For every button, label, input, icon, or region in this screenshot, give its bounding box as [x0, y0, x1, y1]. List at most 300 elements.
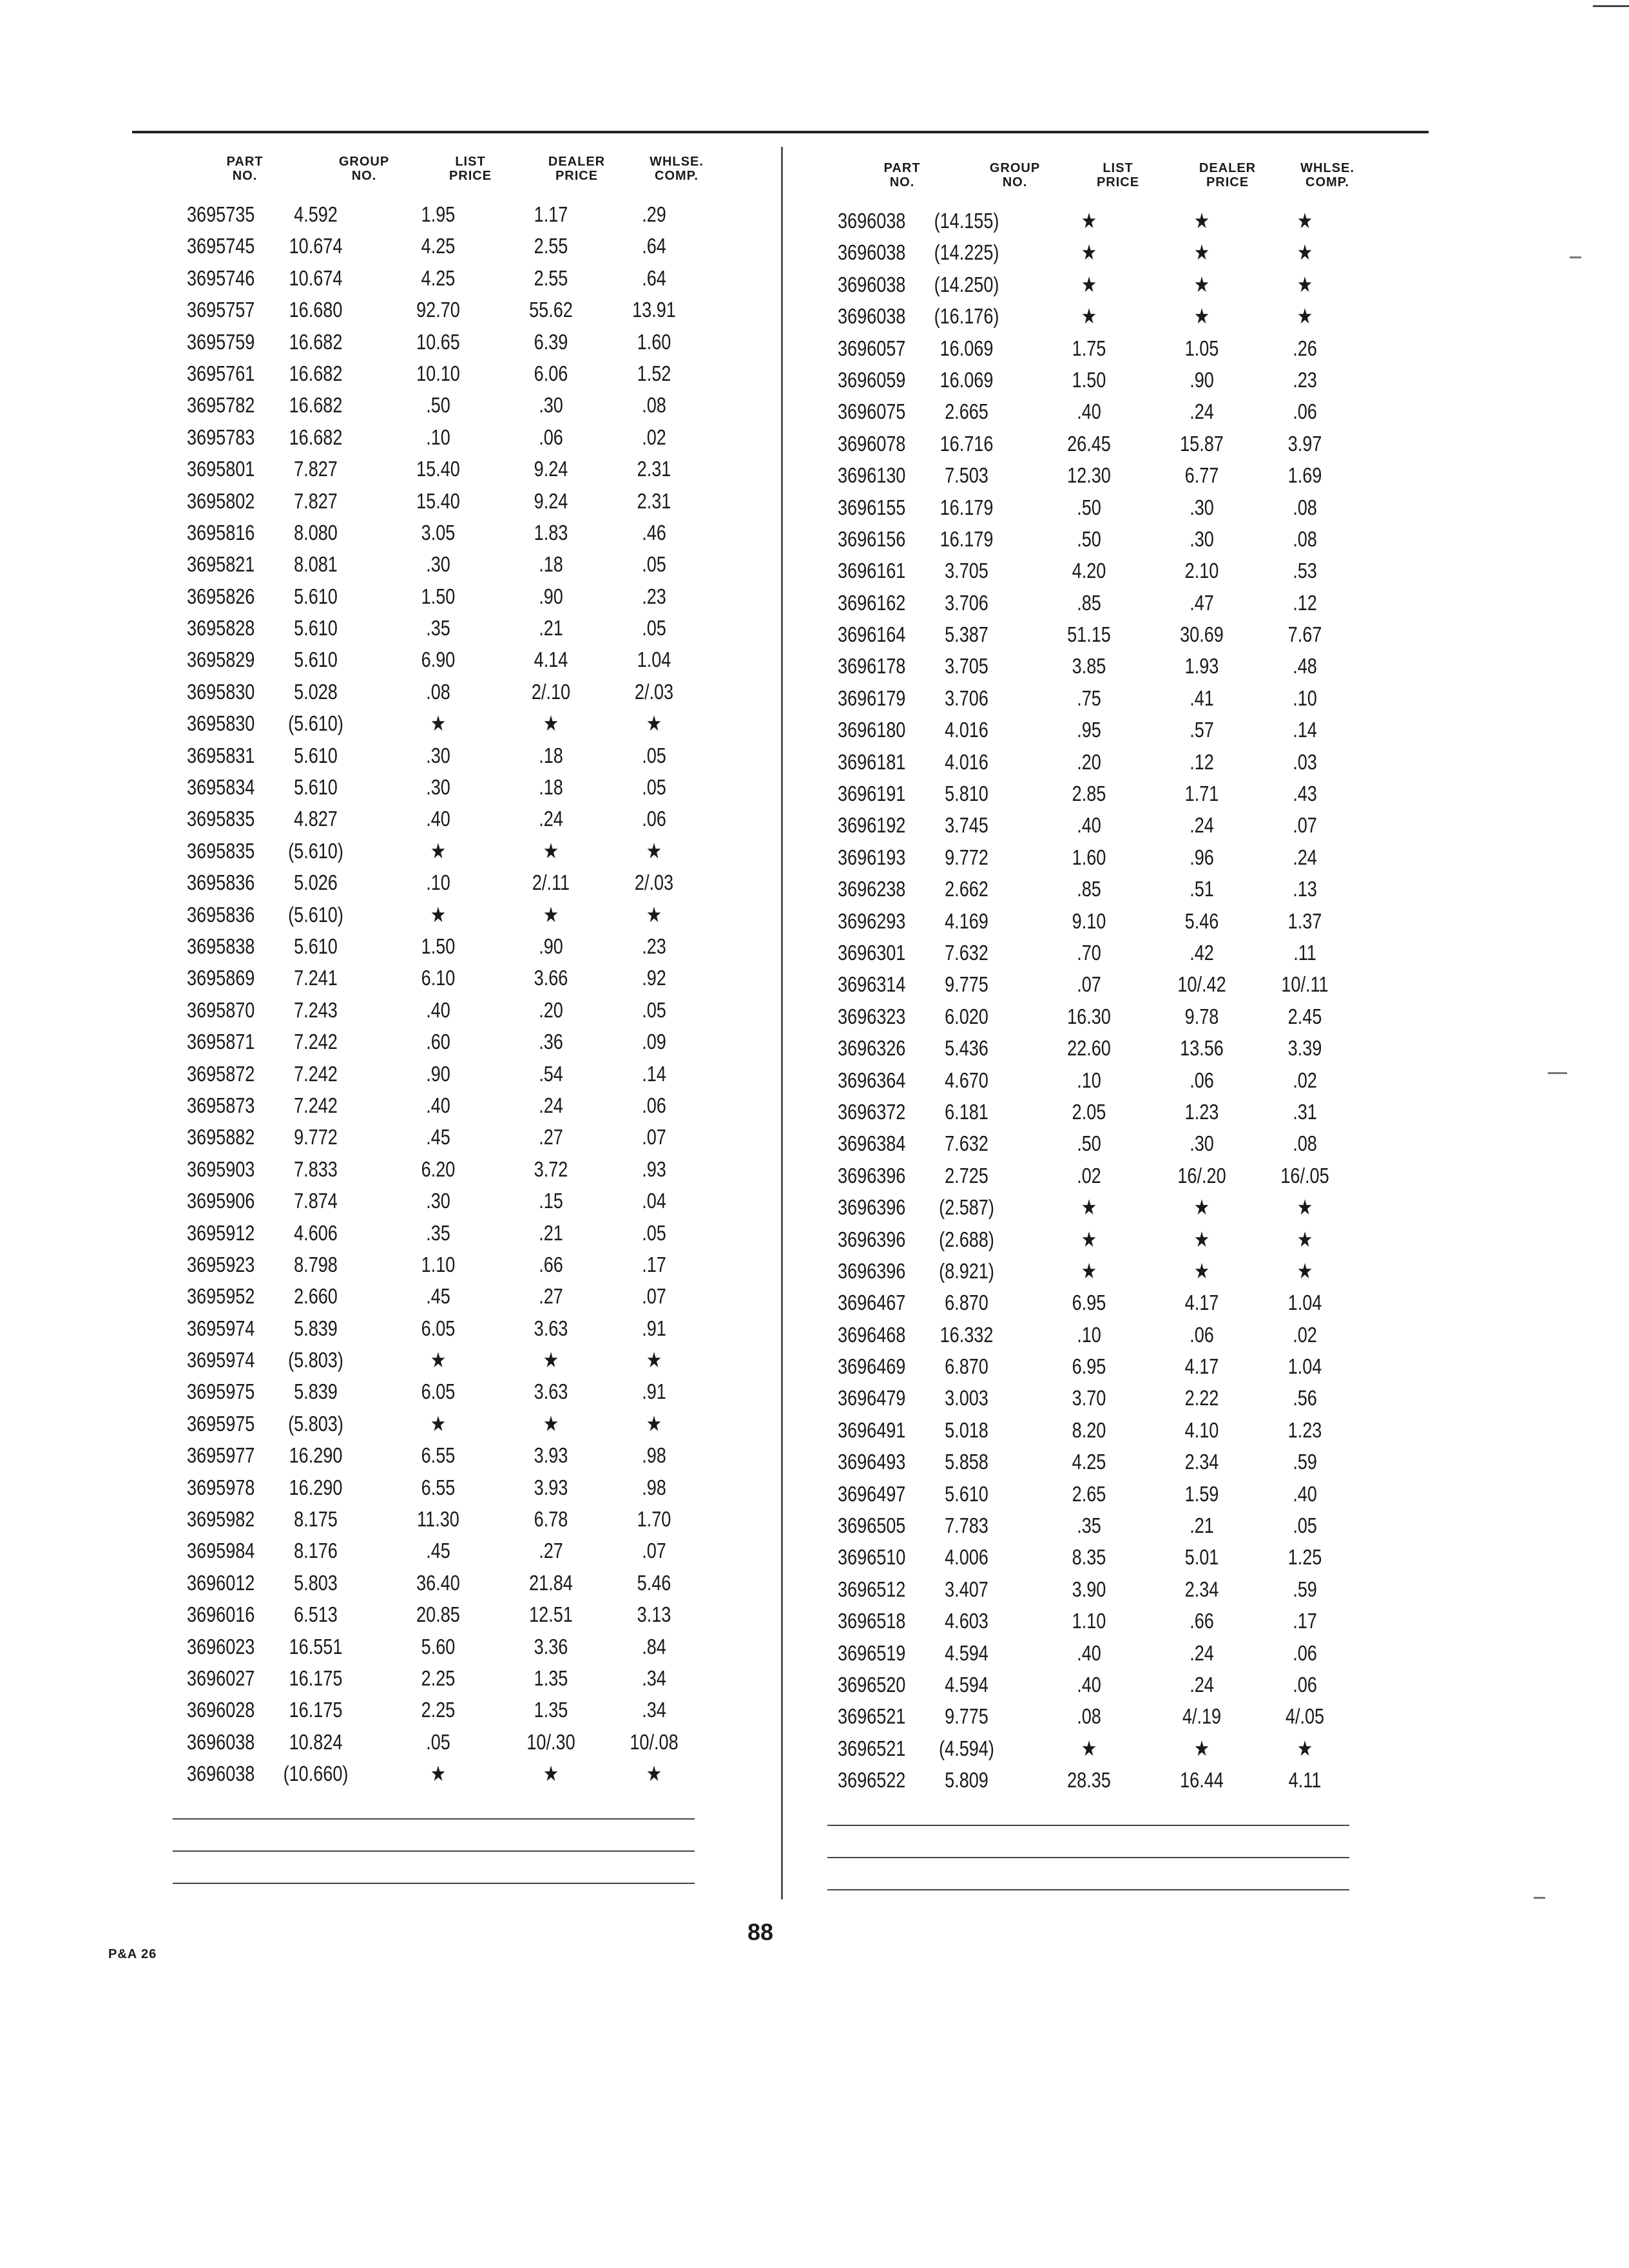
list-price-cell: .40	[426, 997, 450, 1022]
group-no-cell: 16.069	[940, 367, 994, 392]
list-price-cell: .07	[1077, 972, 1101, 997]
whlse-comp-cell: 2.31	[637, 488, 671, 513]
blank-line	[173, 1818, 695, 1820]
group-no-cell: 16.175	[289, 1666, 343, 1690]
list-price-cell: 10.10	[416, 361, 460, 385]
part-no-cell: 3696396	[838, 1258, 906, 1283]
dealer-price-cell: .30	[1190, 526, 1214, 551]
whlse-comp-cell: .08	[1293, 495, 1317, 519]
whlse-comp-cell: 1.52	[637, 361, 671, 385]
list-price-cell: ★	[1081, 1227, 1097, 1251]
table-row	[838, 1733, 1366, 1764]
table-row	[838, 1064, 1366, 1096]
table-row	[838, 809, 1366, 841]
list-price-cell: 4.25	[421, 234, 456, 258]
list-price-cell: .10	[426, 425, 450, 449]
dealer-price-cell: 2.22	[1184, 1386, 1219, 1410]
dealer-price-cell: 4.14	[534, 648, 568, 672]
group-no-cell: 5.858	[945, 1450, 988, 1474]
list-price-cell: ★	[430, 711, 447, 736]
dealer-price-cell: 3.93	[534, 1443, 568, 1468]
dealer-price-cell: .41	[1190, 686, 1214, 710]
dealer-price-cell: .66	[539, 1252, 563, 1276]
header-whlse-comp: WHLSE. COMP.	[1300, 161, 1354, 189]
part-no-cell: 3695816	[187, 520, 255, 544]
group-no-cell: 5.018	[945, 1418, 988, 1442]
group-no-cell: 7.242	[294, 1093, 338, 1117]
dealer-price-cell: .18	[539, 552, 563, 577]
list-price-cell: .40	[426, 1093, 450, 1117]
table-row	[838, 236, 1366, 268]
part-no-cell: 3695821	[187, 552, 255, 577]
whlse-comp-cell: .29	[642, 202, 666, 226]
dealer-price-cell: 1.17	[534, 202, 568, 226]
group-no-cell: 4.603	[945, 1609, 988, 1633]
part-no-cell: 3696028	[187, 1698, 255, 1722]
list-price-cell: 28.35	[1067, 1768, 1111, 1792]
group-no-cell: 7.242	[294, 1061, 338, 1086]
whlse-comp-cell: .34	[642, 1698, 666, 1722]
whlse-comp-cell: .06	[642, 807, 666, 831]
part-no-cell: 3696078	[838, 431, 906, 456]
dealer-price-cell: .21	[539, 1220, 563, 1245]
dealer-price-cell: .90	[539, 584, 563, 608]
table-row	[187, 548, 715, 580]
dealer-price-cell: 4/.19	[1182, 1704, 1222, 1729]
part-no-cell: 3696468	[838, 1322, 906, 1347]
list-price-cell: .35	[426, 616, 450, 640]
part-no-cell: 3695829	[187, 648, 255, 672]
dealer-price-cell: .27	[539, 1284, 563, 1309]
part-no-cell: 3696038	[187, 1729, 255, 1754]
group-no-cell: 4.594	[945, 1672, 988, 1696]
list-price-cell: ★	[430, 1348, 447, 1372]
whlse-comp-cell: .05	[1293, 1514, 1317, 1538]
group-no-cell: 9.775	[945, 972, 988, 997]
part-no-cell: 3696497	[838, 1481, 906, 1506]
dealer-price-cell: ★	[1193, 1195, 1210, 1220]
list-price-cell: 20.85	[416, 1602, 460, 1627]
group-no-cell: (16.176)	[934, 304, 999, 329]
part-no-cell: 3695834	[187, 775, 255, 800]
group-no-cell: 5.610	[294, 616, 338, 640]
list-price-cell: 1.75	[1072, 336, 1106, 360]
part-no-cell: 3696038	[838, 304, 906, 329]
whlse-comp-cell: 1.04	[637, 648, 671, 672]
whlse-comp-cell: .91	[642, 1379, 666, 1404]
part-no-cell: 3696178	[838, 654, 906, 678]
group-no-cell: 4.169	[945, 908, 988, 933]
part-no-cell: 3695903	[187, 1157, 255, 1181]
part-no-cell: 3696012	[187, 1570, 255, 1595]
group-no-cell: 16.069	[940, 336, 994, 360]
group-no-cell: 10.674	[289, 234, 343, 258]
part-no-cell: 3696023	[187, 1634, 255, 1658]
part-no-cell: 3695836	[187, 902, 255, 927]
dealer-price-cell: 55.62	[529, 298, 573, 322]
whlse-comp-cell: 10/.08	[630, 1729, 679, 1754]
list-price-cell: .70	[1077, 940, 1101, 965]
group-no-cell: (2.688)	[939, 1227, 994, 1251]
group-no-cell: (10.660)	[283, 1762, 349, 1786]
dealer-price-cell: ★	[1193, 1227, 1210, 1251]
group-no-cell: 9.772	[294, 1125, 338, 1149]
dealer-price-cell: .06	[539, 425, 563, 449]
part-no-cell: 3695782	[187, 393, 255, 418]
header-group-no: GROUP NO.	[338, 155, 390, 183]
table-row	[838, 1700, 1366, 1732]
list-price-cell: 3.85	[1072, 654, 1106, 678]
part-no-cell: 3695735	[187, 202, 255, 226]
list-price-cell: 5.60	[421, 1634, 456, 1658]
group-no-cell: 4.594	[945, 1640, 988, 1665]
group-no-cell: 16.175	[289, 1698, 343, 1722]
table-row	[187, 1376, 715, 1407]
whlse-comp-cell: .98	[642, 1443, 666, 1468]
part-no-cell: 3695975	[187, 1379, 255, 1404]
whlse-comp-cell: .13	[1293, 877, 1317, 901]
list-price-cell: .50	[426, 393, 450, 418]
table-row	[838, 1764, 1366, 1796]
whlse-comp-cell: .02	[1293, 1068, 1317, 1092]
column-divider	[781, 147, 783, 1899]
whlse-comp-cell: ★	[1296, 1736, 1313, 1760]
whlse-comp-cell: .98	[642, 1475, 666, 1499]
list-price-cell: .45	[426, 1125, 450, 1149]
list-price-cell: .85	[1077, 877, 1101, 901]
whlse-comp-cell: 3.97	[1287, 431, 1322, 456]
group-no-cell: (5.803)	[288, 1411, 343, 1436]
whlse-comp-cell: .23	[642, 934, 666, 958]
part-no-cell: 3696518	[838, 1609, 906, 1633]
part-no-cell: 3696364	[838, 1068, 906, 1092]
list-price-cell: ★	[430, 838, 447, 863]
part-no-cell: 3696161	[838, 559, 906, 583]
table-row	[187, 1694, 715, 1725]
part-no-cell: 3695745	[187, 234, 255, 258]
table-row	[838, 1001, 1366, 1032]
part-no-cell: 3695835	[187, 807, 255, 831]
whlse-comp-cell: .08	[1293, 1131, 1317, 1156]
part-no-cell: 3696505	[838, 1514, 906, 1538]
part-no-cell: 3696521	[838, 1736, 906, 1760]
table-row	[187, 421, 715, 453]
dealer-price-cell: 2.10	[1184, 559, 1219, 583]
dealer-price-cell: 2/.10	[531, 679, 571, 704]
part-no-cell: 3695802	[187, 488, 255, 513]
dealer-price-cell: .96	[1190, 845, 1214, 869]
table-row	[838, 1382, 1366, 1414]
whlse-comp-cell: .53	[1293, 559, 1317, 583]
group-no-cell: 5.610	[294, 775, 338, 800]
whlse-comp-cell: 1.37	[1287, 908, 1322, 933]
blank-line	[827, 1857, 1349, 1858]
part-no-cell: 3696038	[838, 272, 906, 296]
list-price-cell: 22.60	[1067, 1036, 1111, 1061]
group-no-cell: 3.745	[945, 813, 988, 838]
list-price-cell: 2.05	[1072, 1099, 1106, 1124]
group-no-cell: 4.592	[294, 202, 338, 226]
table-row	[187, 581, 715, 612]
group-no-cell: 6.181	[945, 1099, 988, 1124]
table-row	[187, 803, 715, 834]
whlse-comp-cell: .07	[642, 1539, 666, 1563]
header-list-price: LIST PRICE	[448, 155, 492, 183]
group-no-cell: 2.660	[294, 1284, 338, 1309]
whlse-comp-cell: 1.04	[1287, 1291, 1322, 1315]
table-row	[187, 1217, 715, 1249]
group-no-cell: 3.705	[945, 654, 988, 678]
part-no-cell: 3695975	[187, 1411, 255, 1436]
whlse-comp-cell: .05	[642, 552, 666, 577]
dealer-price-cell: 9.78	[1184, 1004, 1219, 1028]
list-price-cell: 1.50	[421, 584, 456, 608]
whlse-comp-cell: 1.60	[637, 329, 671, 354]
list-price-cell: .90	[426, 1061, 450, 1086]
table-row	[187, 1662, 715, 1694]
dealer-price-cell: ★	[543, 1411, 559, 1436]
dealer-price-cell: 9.24	[534, 488, 568, 513]
table-row	[838, 937, 1366, 968]
dealer-price-cell: 6.77	[1184, 463, 1219, 488]
table-row	[187, 1312, 715, 1344]
part-no-cell: 3695761	[187, 361, 255, 385]
list-price-cell: ★	[1081, 272, 1097, 296]
whlse-comp-cell: 4.11	[1288, 1768, 1322, 1792]
part-no-cell: 3696191	[838, 782, 906, 806]
whlse-comp-cell: .40	[1293, 1481, 1317, 1506]
header-list-price: LIST PRICE	[1096, 161, 1140, 189]
table-row	[187, 1503, 715, 1535]
list-price-cell: 10.65	[416, 329, 460, 354]
part-no-cell: 3696512	[838, 1577, 906, 1601]
table-row	[838, 682, 1366, 714]
blank-line	[827, 1889, 1349, 1890]
dealer-price-cell: .57	[1190, 718, 1214, 742]
list-price-cell: .02	[1077, 1163, 1101, 1187]
blank-line	[173, 1883, 695, 1884]
table-row	[187, 707, 715, 739]
table-row	[187, 1153, 715, 1185]
dealer-price-cell: .06	[1190, 1322, 1214, 1347]
group-no-cell: (14.250)	[934, 272, 999, 296]
whlse-comp-cell: .05	[642, 743, 666, 767]
table-row	[187, 1631, 715, 1662]
dealer-price-cell: 10/.42	[1177, 972, 1226, 997]
list-price-cell: .45	[426, 1284, 450, 1309]
dealer-price-cell: .66	[1190, 1609, 1214, 1633]
whlse-comp-cell: 1.25	[1287, 1545, 1322, 1570]
dealer-price-cell: .36	[539, 1030, 563, 1054]
part-no-cell: 3696027	[187, 1666, 255, 1690]
group-no-cell: (2.587)	[939, 1195, 994, 1220]
group-no-cell: 16.682	[289, 329, 343, 354]
group-no-cell: 16.551	[289, 1634, 343, 1658]
part-no-cell: 3696510	[838, 1545, 906, 1570]
part-no-cell: 3695974	[187, 1348, 255, 1372]
list-price-cell: 1.95	[421, 202, 456, 226]
whlse-comp-cell: ★	[1296, 209, 1313, 233]
dealer-price-cell: .47	[1190, 590, 1214, 615]
whlse-comp-cell: .14	[642, 1061, 666, 1086]
part-no-cell: 3696520	[838, 1672, 906, 1696]
list-price-cell: 4.25	[421, 265, 456, 290]
list-price-cell: .40	[1077, 399, 1101, 424]
list-price-cell: ★	[430, 902, 447, 927]
dealer-price-cell: .90	[539, 934, 563, 958]
list-price-cell: 8.20	[1072, 1418, 1106, 1442]
table-row	[187, 389, 715, 421]
part-no-cell: 3696193	[838, 845, 906, 869]
dealer-price-cell: .51	[1190, 877, 1214, 901]
whlse-comp-cell: ★	[1296, 304, 1313, 329]
group-no-cell: 3.705	[945, 559, 988, 583]
dealer-price-cell: 9.24	[534, 457, 568, 481]
whlse-comp-cell: .17	[642, 1252, 666, 1276]
dealer-price-cell: .24	[539, 807, 563, 831]
table-row	[187, 835, 715, 867]
list-price-cell: 4.20	[1072, 559, 1106, 583]
whlse-comp-cell: .05	[642, 775, 666, 800]
part-no-cell: 3696192	[838, 813, 906, 838]
dealer-price-cell: 13.56	[1180, 1036, 1224, 1061]
list-price-cell: 12.30	[1067, 463, 1111, 488]
whlse-comp-cell: 4/.05	[1285, 1704, 1325, 1729]
list-price-cell: 2.25	[421, 1698, 456, 1722]
list-price-cell: 6.20	[421, 1157, 456, 1181]
list-price-cell: .75	[1077, 686, 1101, 710]
whlse-comp-cell: .84	[642, 1634, 666, 1658]
dealer-price-cell: ★	[543, 902, 559, 927]
part-no-cell: 3696164	[838, 622, 906, 647]
table-row	[838, 555, 1366, 586]
part-no-cell: 3695978	[187, 1475, 255, 1499]
table-row	[838, 841, 1366, 873]
part-no-cell: 3696521	[838, 1704, 906, 1729]
table-row	[187, 1758, 715, 1789]
part-no-cell: 3695801	[187, 457, 255, 481]
group-no-cell: 8.175	[294, 1507, 338, 1532]
group-no-cell: 3.407	[945, 1577, 988, 1601]
list-price-cell: .50	[1077, 1131, 1101, 1156]
part-no-cell: 3696314	[838, 972, 906, 997]
list-price-cell: .40	[426, 807, 450, 831]
whlse-comp-cell: .06	[1293, 399, 1317, 424]
part-no-cell: 3696479	[838, 1386, 906, 1410]
part-no-cell: 3695828	[187, 616, 255, 640]
part-no-cell: 3695838	[187, 934, 255, 958]
group-no-cell: 16.682	[289, 361, 343, 385]
list-price-cell: .30	[426, 1189, 450, 1213]
dealer-price-cell: 6.39	[534, 329, 568, 354]
part-no-cell: 3696038	[838, 209, 906, 233]
part-no-cell: 3696238	[838, 877, 906, 901]
list-price-cell: 15.40	[416, 488, 460, 513]
group-no-cell: 7.827	[294, 457, 338, 481]
part-no-cell: 3696059	[838, 367, 906, 392]
table-row	[187, 994, 715, 1026]
group-no-cell: 3.706	[945, 590, 988, 615]
list-price-cell: 16.30	[1067, 1004, 1111, 1028]
table-row	[187, 1726, 715, 1758]
part-no-cell: 3696057	[838, 336, 906, 360]
whlse-comp-cell: .92	[642, 966, 666, 990]
group-no-cell: 5.803	[294, 1570, 338, 1595]
list-price-cell: 1.50	[421, 934, 456, 958]
group-no-cell: 16.716	[940, 431, 994, 456]
part-no-cell: 3696491	[838, 1418, 906, 1442]
part-no-cell: 3696396	[838, 1227, 906, 1251]
table-row	[187, 771, 715, 803]
table-row	[838, 619, 1366, 650]
dealer-price-cell: .12	[1190, 749, 1214, 774]
table-row	[838, 1605, 1366, 1637]
table-row	[187, 1599, 715, 1630]
table-row	[187, 1280, 715, 1312]
list-price-cell: 8.35	[1072, 1545, 1106, 1570]
dealer-price-cell: 2.34	[1184, 1450, 1219, 1474]
list-price-cell: .05	[426, 1729, 450, 1754]
dealer-price-cell: .30	[1190, 495, 1214, 519]
whlse-comp-cell: .64	[642, 265, 666, 290]
dealer-price-cell: 1.59	[1184, 1481, 1219, 1506]
list-price-cell: .30	[426, 552, 450, 577]
whlse-comp-cell: .59	[1293, 1450, 1317, 1474]
table-row	[838, 1350, 1366, 1382]
group-no-cell: 7.783	[945, 1514, 988, 1538]
whlse-comp-cell: ★	[646, 902, 662, 927]
blank-line	[827, 1825, 1349, 1826]
table-row	[838, 1096, 1366, 1128]
table-row	[187, 262, 715, 294]
group-no-cell: 5.810	[945, 782, 988, 806]
table-row	[838, 1541, 1366, 1573]
group-no-cell: 5.839	[294, 1316, 338, 1340]
part-no-cell: 3696396	[838, 1195, 906, 1220]
table-row	[838, 523, 1366, 555]
table-row	[838, 459, 1366, 491]
table-row	[187, 1090, 715, 1121]
table-row	[838, 428, 1366, 459]
part-no-cell: 3695952	[187, 1284, 255, 1309]
table-row	[187, 1408, 715, 1439]
whlse-comp-cell: ★	[646, 1762, 662, 1786]
whlse-comp-cell: .05	[642, 997, 666, 1022]
list-price-cell: .95	[1077, 718, 1101, 742]
group-no-cell: 4.016	[945, 749, 988, 774]
whlse-comp-cell: .02	[642, 425, 666, 449]
list-price-cell: ★	[430, 1411, 447, 1436]
list-price-cell: ★	[1081, 1736, 1097, 1760]
table-row	[187, 1058, 715, 1090]
table-row	[838, 905, 1366, 937]
table-row	[838, 1478, 1366, 1510]
whlse-comp-cell: .91	[642, 1316, 666, 1340]
dealer-price-cell: .30	[539, 393, 563, 418]
group-no-cell: 7.827	[294, 488, 338, 513]
whlse-comp-cell: 3.39	[1287, 1036, 1322, 1061]
dealer-price-cell: 6.78	[534, 1507, 568, 1532]
list-price-cell: 1.10	[421, 1252, 456, 1276]
list-price-cell: 1.10	[1072, 1609, 1106, 1633]
dealer-price-cell: .24	[1190, 399, 1214, 424]
header-dealer-price: DEALER PRICE	[548, 155, 606, 183]
header-whlse-comp: WHLSE. COMP.	[650, 155, 704, 183]
table-row	[838, 1032, 1366, 1064]
header-group-no: GROUP NO.	[989, 161, 1041, 189]
dealer-price-cell: 1.93	[1184, 654, 1219, 678]
whlse-comp-cell: .59	[1293, 1577, 1317, 1601]
